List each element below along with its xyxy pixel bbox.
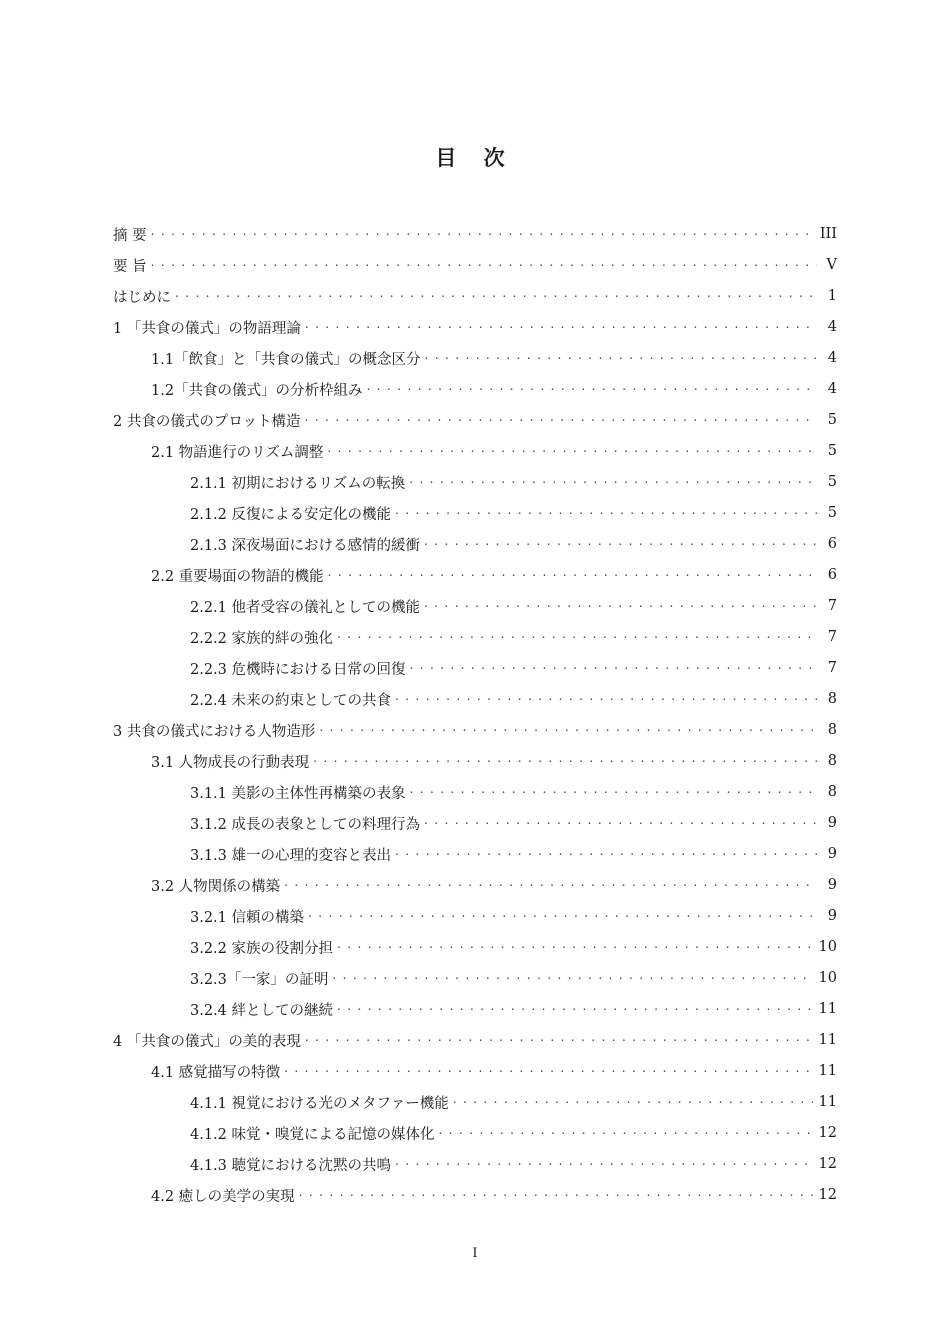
toc-entry-label: 4.1.2 味覚・嗅覚による記憶の媒体化 xyxy=(190,1126,435,1143)
toc-entry-page: 1 xyxy=(827,288,837,304)
toc-entry-label: 2.2.4 未来の約束としての共食 xyxy=(190,692,392,709)
toc-entry[interactable] xyxy=(190,840,837,868)
toc-entry-page: 4 xyxy=(827,350,837,366)
toc-leader-dots xyxy=(337,995,813,1023)
toc-entry-label: 3.2.4 絆としての継続 xyxy=(190,1002,334,1019)
page-title: 目 次 xyxy=(435,146,515,170)
toc-entry-page: 4 xyxy=(827,319,837,335)
toc-entry-page: 8 xyxy=(827,784,837,800)
toc-entry-label: 2.1.2 反復による安定化の機能 xyxy=(190,506,392,523)
toc-entry[interactable] xyxy=(190,654,837,682)
toc-entry-label: 2.1.1 初期におけるリズムの転換 xyxy=(190,475,406,492)
toc-entry-page: III xyxy=(819,226,837,242)
toc-entry-label: 4.1 感覚描写の特徴 xyxy=(151,1064,281,1081)
toc-leader-dots xyxy=(319,716,817,744)
toc-entry-page: 12 xyxy=(818,1156,837,1172)
toc-entry-label: 2 共食の儀式のプロット構造 xyxy=(113,413,301,430)
toc-entry-label: 2.2.2 家族的絆の強化 xyxy=(190,630,334,647)
toc-leader-dots xyxy=(439,1119,813,1147)
toc-entry[interactable] xyxy=(190,1088,837,1116)
toc-leader-dots xyxy=(410,778,817,806)
toc-entry-label: 2.2 重要場面の物語的機能 xyxy=(151,568,324,585)
toc-leader-dots xyxy=(305,313,817,341)
toc-leader-dots xyxy=(409,468,817,496)
toc-leader-dots xyxy=(284,871,817,899)
toc-entry-page: 9 xyxy=(827,815,837,831)
toc-leader-dots xyxy=(175,282,817,310)
toc-entry-label: 2.1 物語進行のリズム調整 xyxy=(151,444,324,461)
toc-entry[interactable] xyxy=(151,747,837,775)
toc-entry[interactable] xyxy=(190,530,837,558)
toc-entry[interactable] xyxy=(113,313,837,341)
toc-entry[interactable] xyxy=(113,251,837,279)
toc-entry-page: 6 xyxy=(827,536,837,552)
toc-entry-label: 3.2.1 信頼の構築 xyxy=(190,909,305,926)
toc-entry-page: 9 xyxy=(827,908,837,924)
toc-entry-label: 3.1.2 成長の表象としての料理行為 xyxy=(190,816,421,833)
toc-entry[interactable] xyxy=(190,995,837,1023)
toc-entry[interactable] xyxy=(113,282,837,310)
toc-entry-page: 10 xyxy=(818,970,837,986)
toc-entry-label: 1.2「共食の儀式」の分析枠組み xyxy=(151,382,363,399)
toc-entry-label: はじめに xyxy=(113,289,171,306)
toc-leader-dots xyxy=(395,1150,813,1178)
toc-leader-dots xyxy=(151,220,814,248)
toc-leader-dots xyxy=(367,375,817,403)
toc-entry-label: 1.1「飲食」と「共食の儀式」の概念区分 xyxy=(151,351,421,368)
toc-entry-label: 1 「共食の儀式」の物語理論 xyxy=(113,320,301,337)
toc-leader-dots xyxy=(284,1057,812,1085)
toc-entry[interactable] xyxy=(151,1181,837,1209)
toc-entry[interactable] xyxy=(190,1119,837,1147)
toc-entry-page: V xyxy=(826,257,837,273)
toc-entry[interactable] xyxy=(190,499,837,527)
toc-entry[interactable] xyxy=(190,778,837,806)
toc-entry[interactable] xyxy=(190,685,837,713)
toc-entry[interactable] xyxy=(151,344,837,372)
toc-entry-label: 3.2.2 家族の役割分担 xyxy=(190,940,334,957)
toc-leader-dots xyxy=(337,933,813,961)
toc-entry-label: 2.2.3 危機時における日常の回復 xyxy=(190,661,406,678)
toc-entry-label: 4 「共食の儀式」の美的表現 xyxy=(113,1033,301,1050)
toc-entry-page: 5 xyxy=(827,412,837,428)
toc-entry-label: 2.1.3 深夜場面における感情的緩衝 xyxy=(190,537,421,554)
toc-leader-dots xyxy=(151,251,817,279)
toc-leader-dots xyxy=(424,809,817,837)
toc-entry-label: 2.2.1 他者受容の儀礼としての機能 xyxy=(190,599,421,616)
toc-leader-dots xyxy=(337,623,817,651)
toc-entry[interactable] xyxy=(190,933,837,961)
toc-leader-dots xyxy=(328,561,817,589)
toc-entry[interactable] xyxy=(190,592,837,620)
toc-entry-page: 8 xyxy=(827,753,837,769)
toc-entry-label: 3.2.3「一家」の証明 xyxy=(190,971,329,988)
toc-entry[interactable] xyxy=(190,964,837,992)
toc-leader-dots xyxy=(424,592,817,620)
toc-leader-dots xyxy=(313,747,817,775)
toc-entry[interactable] xyxy=(190,468,837,496)
toc-entry-label: 3.1.1 美影の主体性再構築の表象 xyxy=(190,785,406,802)
toc-entry-label: 4.2 癒しの美学の実現 xyxy=(151,1188,295,1205)
toc-entry-page: 11 xyxy=(818,1063,837,1079)
toc-leader-dots xyxy=(305,1026,813,1054)
toc-entry[interactable] xyxy=(151,437,837,465)
toc-entry-page: 5 xyxy=(827,505,837,521)
toc-entry[interactable] xyxy=(151,561,837,589)
toc-entry[interactable] xyxy=(190,1150,837,1178)
toc-leader-dots xyxy=(424,530,817,558)
toc-leader-dots xyxy=(410,654,817,682)
toc-entry-page: 4 xyxy=(827,381,837,397)
toc-entry-page: 12 xyxy=(818,1187,837,1203)
toc-entry-page: 5 xyxy=(827,443,837,459)
toc-leader-dots xyxy=(327,437,817,465)
toc-leader-dots xyxy=(308,902,817,930)
toc-entry-page: 12 xyxy=(818,1125,837,1141)
toc-entry-label: 摘 要 xyxy=(113,227,147,244)
toc-entry-label: 要 旨 xyxy=(113,258,147,275)
toc-entry[interactable] xyxy=(190,902,837,930)
toc-entry-page: 9 xyxy=(827,846,837,862)
toc-entry[interactable] xyxy=(113,1026,837,1054)
toc-entry-label: 3 共食の儀式における人物造形 xyxy=(113,723,316,740)
toc-entry[interactable] xyxy=(151,1057,837,1085)
toc-entry[interactable] xyxy=(151,871,837,899)
toc-entry-page: 8 xyxy=(827,722,837,738)
toc-entry[interactable] xyxy=(113,406,837,434)
toc-entry-page: 6 xyxy=(827,567,837,583)
toc-entry[interactable] xyxy=(113,716,837,744)
toc-leader-dots xyxy=(425,344,817,372)
toc-entry-label: 4.1.1 視覚における光のメタファー機能 xyxy=(190,1095,449,1112)
toc-entry-page: 9 xyxy=(827,877,837,893)
toc-leader-dots xyxy=(305,406,817,434)
toc-entry-label: 3.1.3 雄一の心理的変容と表出 xyxy=(190,847,392,864)
toc-entry-page: 8 xyxy=(827,691,837,707)
toc-entry-page: 11 xyxy=(818,1001,837,1017)
toc-entry-label: 3.2 人物関係の構築 xyxy=(151,878,281,895)
toc-entry-page: 11 xyxy=(818,1032,837,1048)
toc-entry-page: 7 xyxy=(827,598,837,614)
toc-leader-dots xyxy=(395,685,817,713)
toc-entry[interactable] xyxy=(190,623,837,651)
toc-entry-page: 5 xyxy=(827,474,837,490)
toc-leader-dots xyxy=(395,499,817,527)
toc-entry-page: 7 xyxy=(827,660,837,676)
toc-entry-label: 3.1 人物成長の行動表現 xyxy=(151,754,310,771)
toc-entry[interactable] xyxy=(190,809,837,837)
toc-leader-dots xyxy=(395,840,817,868)
toc-entry[interactable] xyxy=(113,220,837,248)
toc-entry-page: 11 xyxy=(818,1094,837,1110)
toc-entry-page: 10 xyxy=(818,939,837,955)
page-number: I xyxy=(472,1246,478,1261)
toc-leader-dots xyxy=(453,1088,813,1116)
toc-leader-dots xyxy=(299,1181,813,1209)
toc-leader-dots xyxy=(332,964,812,992)
toc-entry-label: 4.1.3 聴覚における沈黙の共鳴 xyxy=(190,1157,392,1174)
toc-entry-page: 7 xyxy=(827,629,837,645)
toc-entry[interactable] xyxy=(151,375,837,403)
